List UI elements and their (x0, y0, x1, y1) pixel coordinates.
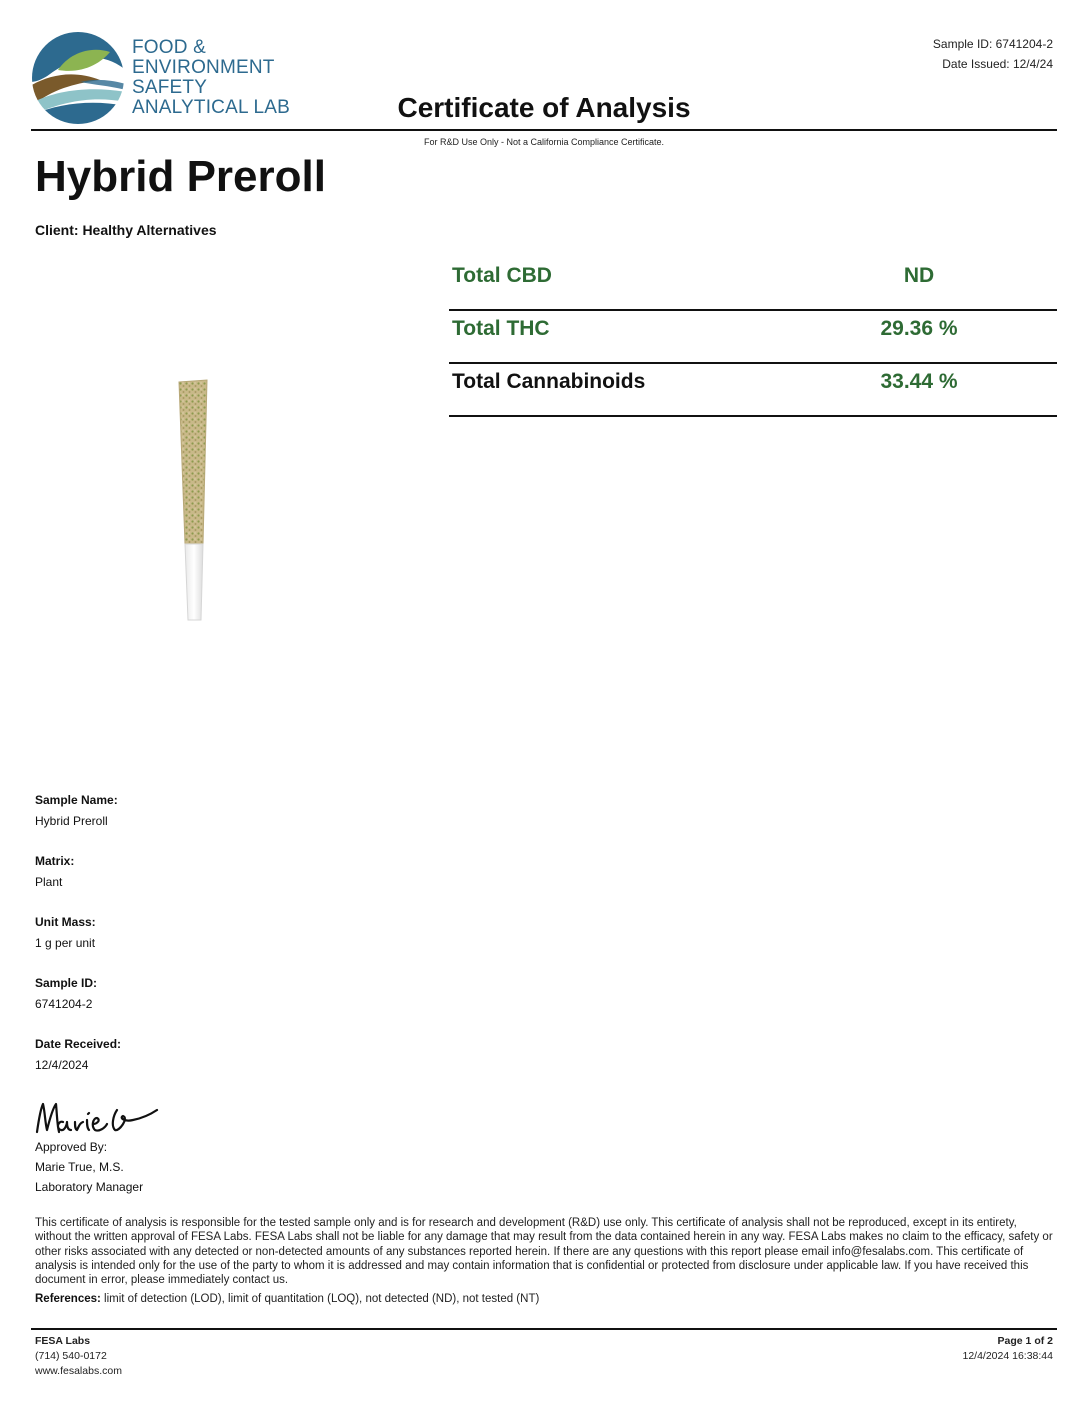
preroll-image (35, 262, 375, 742)
detail-value: 6741204-2 (35, 997, 93, 1011)
sample-id-header: Sample ID: 6741204-2 (932, 37, 1053, 51)
summary-row-total (449, 364, 1057, 417)
detail-value: 1 g per unit (35, 936, 96, 950)
references-text: limit of detection (LOD), limit of quantitation (LOQ), not detected (ND), not tested (NT) (104, 1293, 540, 1305)
detail-label: Sample Name: (35, 793, 118, 807)
page-number: Page 1 of 2 (997, 1335, 1053, 1347)
detail-field (35, 792, 435, 853)
product-title: Hybrid Preroll (35, 152, 326, 201)
detail-field (35, 853, 435, 914)
approver-role: Laboratory Manager (35, 1180, 144, 1194)
detail-label: Sample ID: (35, 976, 98, 990)
detail-label: Date Received: (35, 1037, 122, 1051)
signature-image (33, 1096, 163, 1140)
summary-value: 29.36 % (880, 317, 958, 340)
footer-divider (31, 1328, 1057, 1330)
logo-line: FOOD & (132, 37, 207, 58)
client-name: Client: Healthy Alternatives (35, 222, 217, 238)
detail-field (35, 975, 435, 1036)
footer-company: FESA Labs (35, 1335, 91, 1347)
sample-details (35, 792, 435, 1097)
references-label: References: (35, 1293, 101, 1305)
summary-label: Total THC (452, 317, 550, 340)
detail-field (35, 914, 435, 975)
rd-use-note: For R&D Use Only - Not a California Compliance Certificate. (423, 137, 665, 147)
summary-label: Total CBD (452, 264, 552, 287)
summary-value: 33.44 % (880, 370, 958, 393)
logo-line: ENVIRONMENT (132, 57, 275, 78)
logo-line: SAFETY (132, 77, 208, 98)
detail-label: Matrix: (35, 854, 75, 868)
footer-page-info (962, 1334, 1053, 1364)
detail-value: Hybrid Preroll (35, 814, 108, 828)
header-divider (31, 129, 1057, 131)
footer-timestamp: 12/4/2024 16:38:44 (962, 1350, 1053, 1362)
approval-block (35, 1137, 143, 1197)
summary-value: ND (903, 264, 935, 287)
detail-field (35, 1036, 435, 1097)
summary-row-thc (449, 311, 1057, 364)
footer-website[interactable]: www.fesalabs.com (35, 1365, 122, 1377)
date-issued: Date Issued: 12/4/24 (942, 57, 1053, 71)
cannabinoid-summary (449, 258, 1057, 417)
detail-label: Unit Mass: (35, 915, 96, 929)
sample-meta (933, 34, 1053, 74)
footer-contact (35, 1334, 122, 1379)
logo-line: ANALYTICAL LAB (132, 97, 291, 118)
references (35, 1293, 1055, 1305)
detail-value: Plant (35, 875, 63, 889)
footer-phone: (714) 540-0172 (35, 1350, 107, 1362)
disclaimer-text: This certificate of analysis is responsible for the tested sample only and is for research and development (R&D) use only. This certificate of analysis shall not be reproduced, except in its entirety, without the written approval of FESA Labs. FESA Labs shall not be liable for any damage that may result from the data contained herein in any way. FESA Labs makes no claim to the efficacy, safety or other risks associated with any detected or non-detected amounts of any substances reported herein. If there are any questions with this report please email info@fesalabs.com. This certificate of analysis is intended only for the use of the party to whom it is addressed and may contain information that is confidential or protected from disclosure under applicable law. If you have received this document in error, please immediately contact us. (35, 1217, 1053, 1287)
summary-row-cbd (449, 258, 1057, 311)
page-title: Certificate of Analysis (397, 92, 691, 123)
approver-name: Marie True, M.S. (35, 1160, 124, 1174)
summary-label: Total Cannabinoids (452, 370, 646, 393)
approved-by-label: Approved By: (35, 1140, 108, 1154)
detail-value: 12/4/2024 (35, 1058, 89, 1072)
